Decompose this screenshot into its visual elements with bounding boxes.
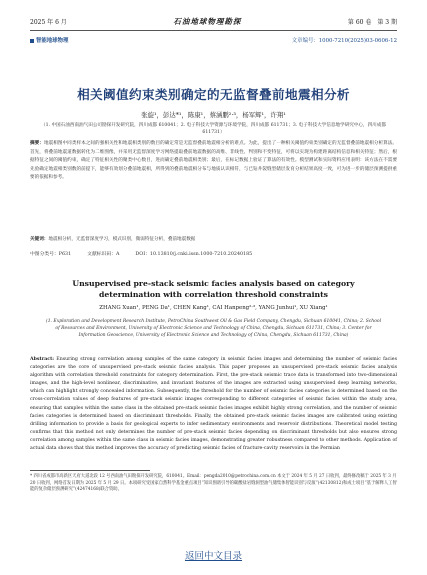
chinese-keywords-text: 地震相分析，无监督深度学习，模式识别，微弱特征分析，叠前地震数据	[48, 237, 196, 242]
chinese-keywords	[30, 236, 397, 244]
footnote-rule	[30, 470, 150, 471]
chinese-title: 相关阈值约束类别确定的无监督叠前地震相分析	[77, 87, 350, 102]
chinese-abstract-text: 地震相图中同类样本之间的强相关性和地震相类别的数目的确定常是无监督叠前地震相分析的难点。为此，提出了一种相关阈值约束类别确定的无监督叠前地震相分析算法。首先，将叠前地震道数据转化为二维图像，并采用无监督深度学习网络提取叠前地震数据的高维、非线性、判别和不变特征，可将以实现为构建距离结构信息和相关特征；然后，根据特征之间的阈值约束，确定了特征相关性的聚类中心数目，进而确定叠前地震相类别；最后，在标记数据上验证了算法的有效性。模型测试和实际资料应用表明：该方法在不需要先验确定地震相类别数的前提下，能够有效划分叠前地震相，所得到的叠前地震相分布与地质认识相符，与已钻井裂缝型储层发育分析结果高度一致，可为进一步的储层预测提供重要的依据和参考。	[30, 141, 397, 180]
header-rule	[30, 30, 397, 31]
chinese-keywords-label: 关键词：	[30, 237, 49, 242]
article-id: 文章编号：1000-7210(2025)03-0606-12	[291, 38, 397, 44]
class-number: 中图分类号：P631	[30, 252, 72, 257]
journal-name: 石油地球物理勘探	[173, 16, 242, 26]
chinese-abstract	[30, 140, 397, 183]
section-label: 智能地球物理	[36, 38, 69, 44]
chinese-authors: 张旋¹，彭达*¹，陈康¹，蔡涵鹏²·³，杨军辉¹，许翔¹	[141, 111, 286, 119]
chinese-abstract-label: 摘要：	[30, 141, 44, 146]
volume-issue: 第 60 卷 第 3 期	[347, 18, 397, 26]
bullet-icon	[30, 39, 34, 43]
english-affiliations: (1. Exploration and Development Research Institute, PetroChina Southwest Oil & Gas Field Company, Chengdu, Sichuan 610041, China; 2. School of Resources and Environment, University of Electronic Science and Technology of China, Chengdu, Sichuan 611731, China; 3. Center for Information Geoscience, University of Electronic Science and Technology of China, Chengdu, Sichuan 611731, China)	[45, 319, 382, 338]
english-authors: ZHANG Xuan¹, PENG Da¹, CHEN Kang¹, CAI Hanpeng²·³, YANG Junhui¹, XU Xiang¹	[99, 305, 328, 311]
running-header	[30, 14, 397, 28]
footnote: * 四川省成都市高新区天府大道北段 12 号西南油气田勘探开发研究院，610041。Email：pengda2010@petrochina.com.cn 本文于 2024 年 5 月 27 日收到，最终修改稿于 2025 年 3 月 20 日收到，网络首发日期为 2025 年 5 月 29 日。本项研究受国家自然科学基金重点项目“知识图谱引导的碳酸盐岩缝洞型油气储集体智能识别与反演”(42130812)和成士项目“基于解释人工智能的复杂储层预测研究”(42474168)联合资助。	[30, 474, 397, 493]
chinese-affiliations: （1. 中国石油西南油气田公司勘探开发研究院，四川成都 610041；2. 电子科技大学资源与环境学院，四川成都 611731；3. 电子科技大学信息地学研究中心，四川成都 611731）	[41, 123, 386, 135]
english-abstract-label: Abstract:	[30, 357, 54, 362]
english-abstract-text: Ensuring strong correlation among samples of the same category in seismic facies images and determining the number of seismic facies categories are the core of unsupervised pre-stack seismic facies analysis. This paper proposes an unsupervised pre-stack seismic facies analysis algorithm with correlation threshold constraints for category determination. First, the pre-stack seismic trace data is transformed into two-dimensional images, and the high-level nonlinear, discriminative, and invariant features of the images are extracted using unsupervised deep learning networks, which can highlight strongly concealed information. Subsequently, the threshold for the number of seismic facies categories is determined based on the cross-correlation values of deep features of pre-stack seismic images corresponding to different categories of seismic facies within the study area, ensuring that samples within the same class in the obtained pre-stack seismic facies images exhibit highly strong correlation, and the number of seismic facies categories is determined based on discriminant thresholds. Finally, the obtained pre-stack seismic facies images are calibrated using existing drilling information to provide a basis for geological experts to infer sedimentary environments and reservoir distributions. Theoretical model testing confirms that this method not only determines the number of pre-stack seismic facies depending on discriminant thresholds but also ensures strong correlation among samples within the same class in seismic facies images, demonstrating greater robustness compared to other methods. Application of actual data shows that this method improves the accuracy of predicting seismic facies of fracture-cavity reservoirs in the Permian	[30, 357, 397, 452]
english-title: Unsupervised pre-stack seismic facies analysis based on category determination with correlation threshold constraints	[72, 279, 355, 299]
back-to-contents-link[interactable]: 返回中文目录	[184, 551, 242, 562]
section-tag	[30, 36, 68, 44]
document-code: 文献标识码：A	[87, 252, 120, 257]
article-meta-row	[30, 34, 397, 46]
english-abstract	[30, 356, 397, 453]
issue-date: 2025 年 6 月	[30, 18, 67, 26]
classification-row	[30, 250, 397, 257]
doi: DOI：10.13810/j.cnki.issn.1000-7210.20240185	[135, 252, 253, 257]
